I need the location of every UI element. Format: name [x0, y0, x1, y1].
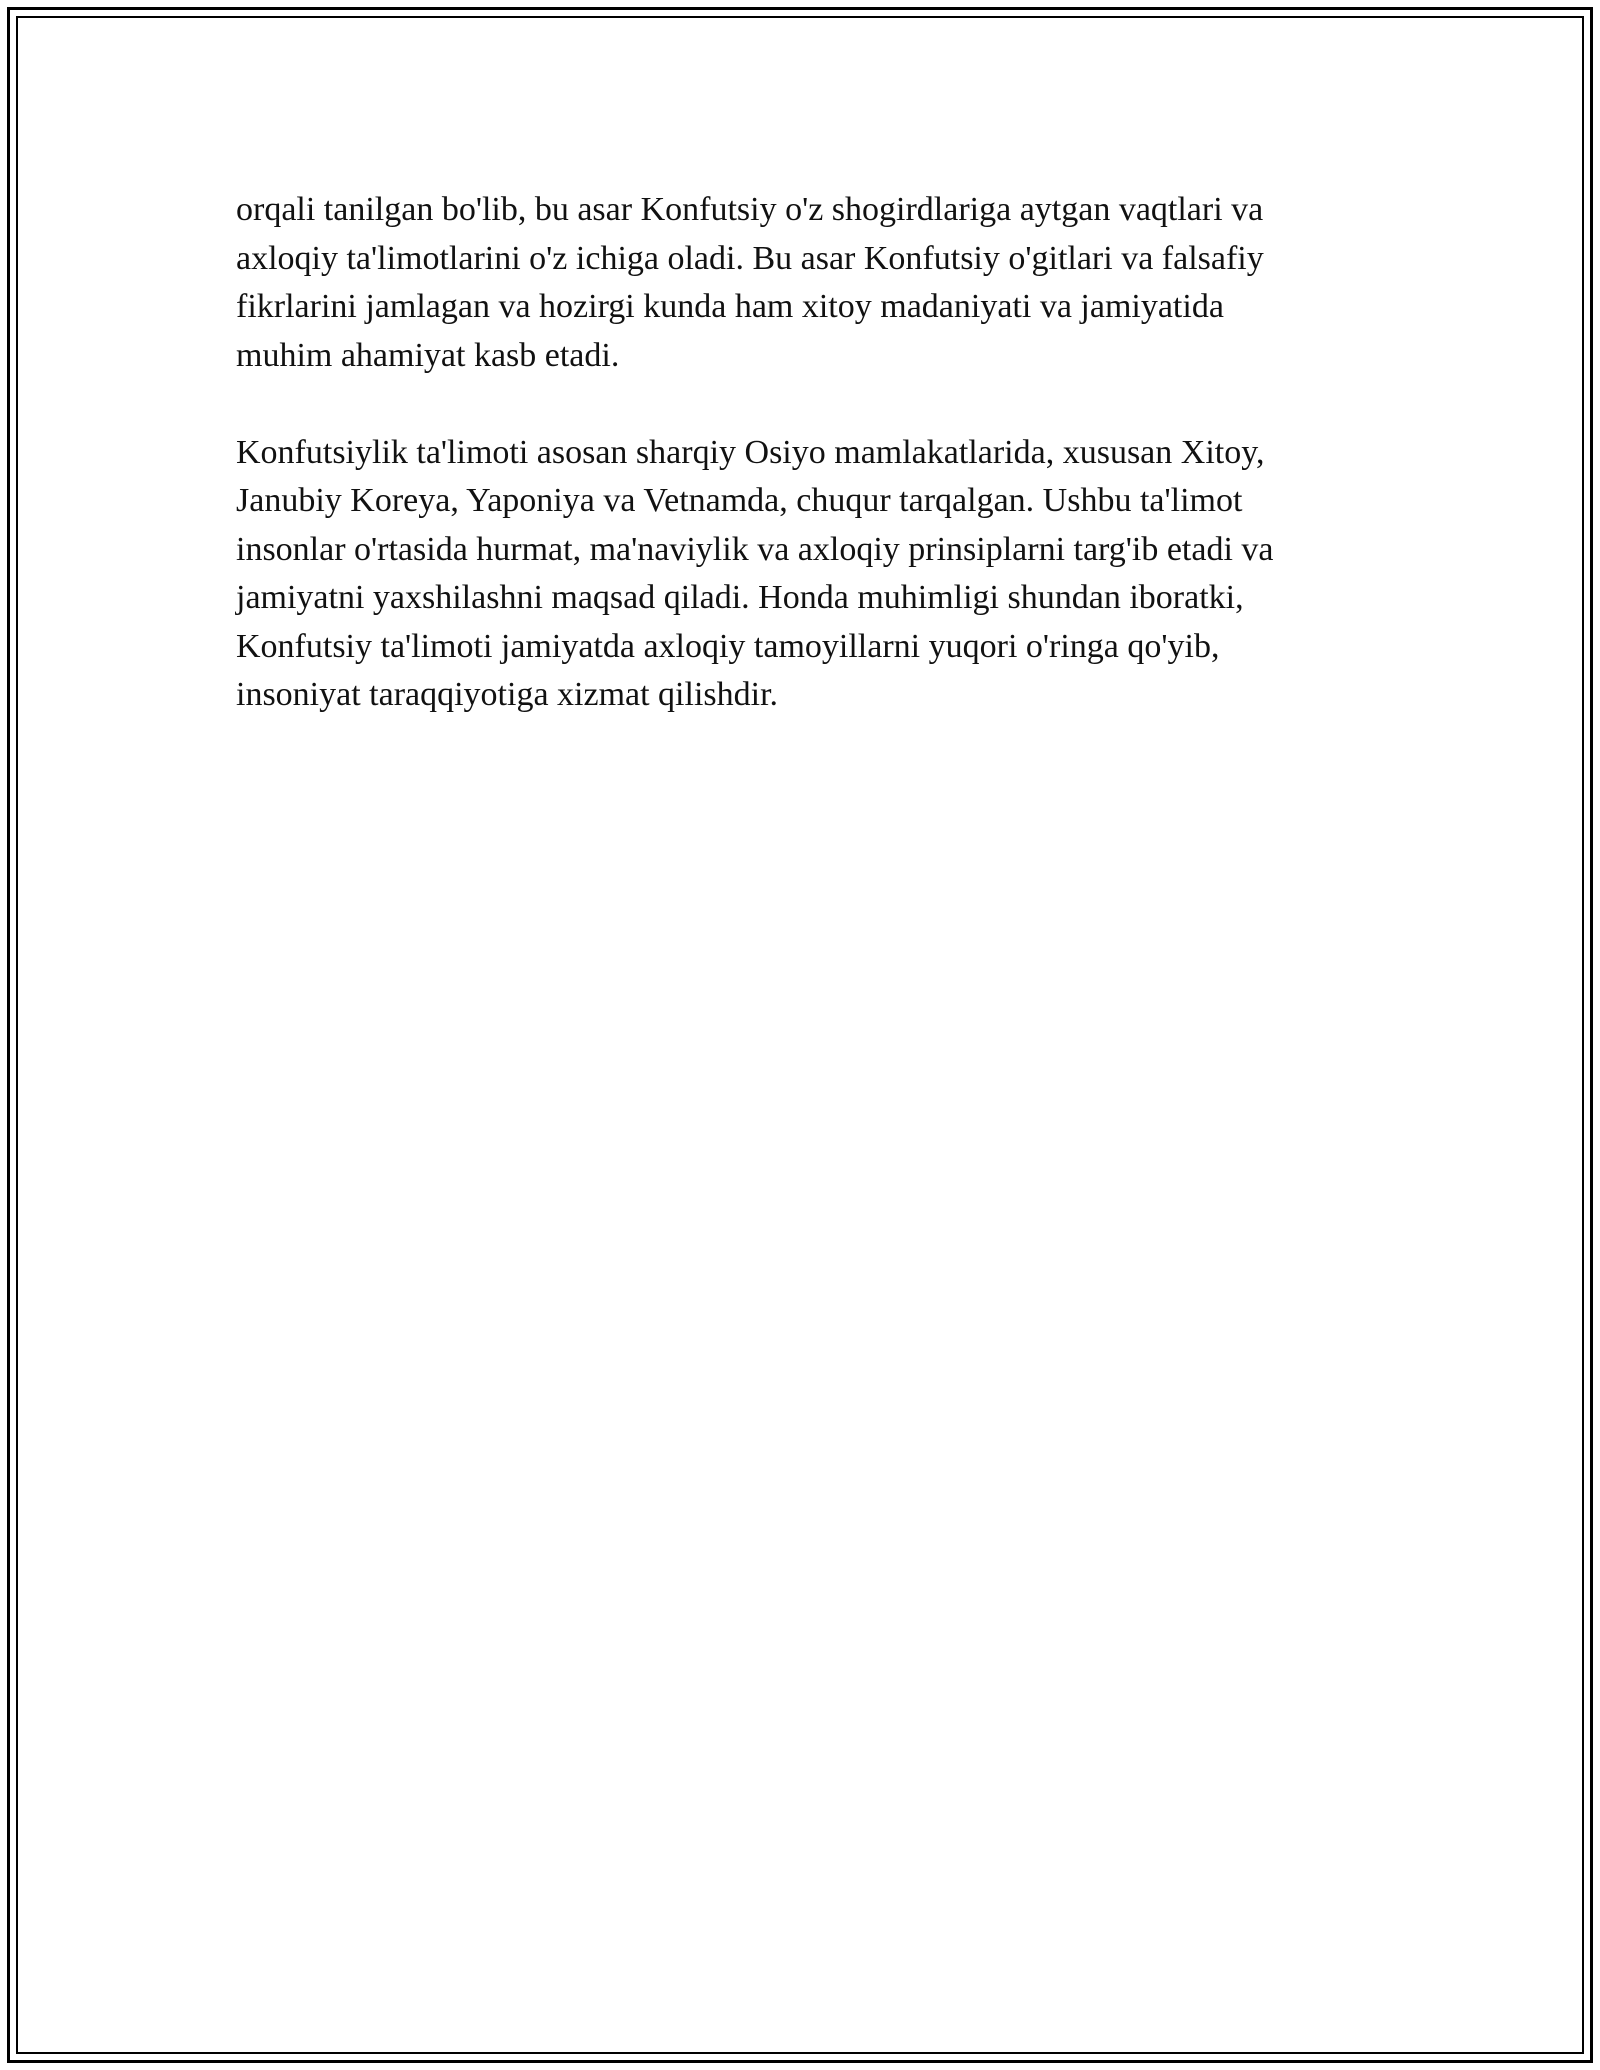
text-line: fikrlarini jamlagan va hozirgi kunda ham xitoy madaniyati va jamiyatida: [236, 288, 1224, 325]
text-line: jamiyatni yaxshilashni maqsad qiladi. Honda muhimligi shundan iboratki,: [236, 579, 1244, 616]
paragraph-2: [236, 429, 1386, 720]
text-line: orqali tanilgan bo'lib, bu asar Konfutsiy o'z shogirdlariga aytgan vaqtlari va: [236, 191, 1264, 228]
text-line: insoniyat taraqqiyotiga xizmat qilishdir.: [236, 676, 779, 713]
text-line: insonlar o'rtasida hurmat, ma'naviylik va axloqiy prinsiplarni targ'ib etadi va: [236, 530, 1274, 568]
text-line: muhim ahamiyat kasb etadi.: [236, 336, 620, 374]
text-line: Janubiy Koreya, Yaponiya va Vetnamda, chuqur tarqalgan. Ushbu ta'limot: [236, 482, 1243, 519]
text-line: Konfutsiy ta'limoti jamiyatda axloqiy tamoyillarni yuqori o'ringa qo'yib,: [236, 627, 1220, 665]
paragraph-1: [236, 186, 1386, 380]
text-line: axloqiy ta'limotlarini o'z ichiga oladi. Bu asar Konfutsiy o'gitlari va falsafiy: [236, 239, 1264, 277]
text-line: Konfutsiylik ta'limoti asosan sharqiy Osiyo mamlakatlarida, xususan Xitoy,: [236, 433, 1265, 471]
document-body: [236, 186, 1386, 768]
